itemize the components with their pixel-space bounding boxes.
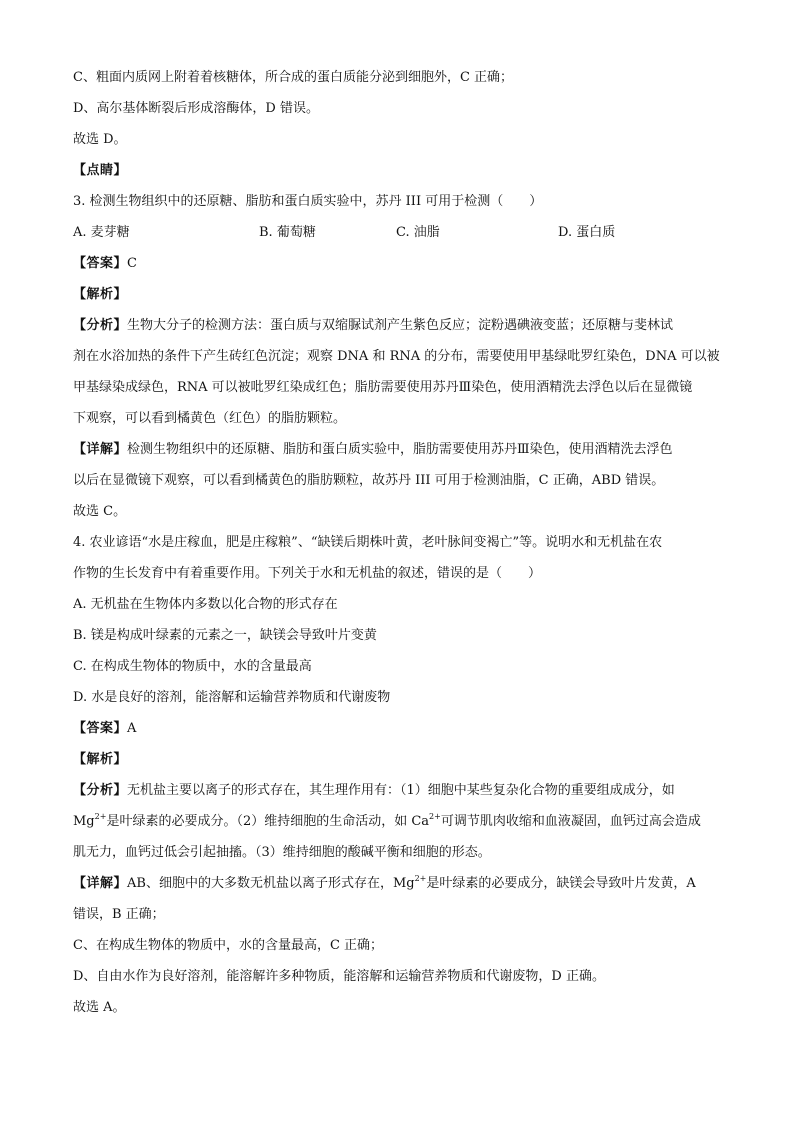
q4-option-c: C. 在构成生物体的物质中，水的含量最高 (73, 659, 312, 674)
q3-jiexi-heading: 【解析】 (73, 287, 128, 302)
q3-fenxi-tag: 【分析】 (73, 318, 128, 333)
q3-fenxi-line-1 (73, 310, 723, 341)
q2-option-c-explanation: C、粗面内质网上附着着核糖体，所合成的蛋白质能分泌到细胞外，C 正确； (73, 70, 514, 85)
q3-answer-value: C (127, 256, 137, 271)
q4-xiangjie-text-1a: AB、细胞中的大多数无机盐以离子形式存在，Mg (127, 876, 415, 891)
q4-xiangjie-line-2: 错误，B 正确； (73, 907, 165, 922)
q4-answer (73, 713, 723, 744)
q4-fenxi-ca-charge: 2+ (429, 812, 441, 821)
q3-stem: 3. 检测生物组织中的还原糖、脂肪和蛋白质实验中，苏丹 III 可用于检测（ ） (73, 194, 543, 209)
q4-option-d: D. 水是良好的溶剂，能溶解和运输营养物质和代谢废物 (73, 690, 391, 705)
q4-stem-line-1: 4. 农业谚语“水是庄稼血，肥是庄稼粮”、“缺镁后期株叶黄，老叶脉间变褐亡”等。说明水和无机盐在农 (73, 535, 663, 550)
q3-fenxi-line-4: 下观察，可以看到橘黄色（红色）的脂肪颗粒。 (73, 411, 347, 426)
q4-jiexi-heading: 【解析】 (73, 752, 128, 767)
q4-answer-value: A (127, 721, 137, 736)
q2-dianjing-heading: 【点睛】 (73, 163, 128, 178)
q4-xiangjie-line-1 (73, 868, 723, 899)
q4-fenxi-line-3: 肌无力，血钙过低会引起抽搐。（3）维持细胞的酸碱平衡和细胞的形态。 (73, 845, 491, 860)
q3-fenxi-line-3: 甲基绿染成绿色，RNA 可以被吡罗红染成红色；脂肪需要使用苏丹Ⅲ染色，使用酒精洗去浮色以后在显微镜 (73, 380, 693, 395)
q3-xiangjie-tag: 【详解】 (73, 442, 128, 457)
q4-option-b: B. 镁是构成叶绿素的元素之一，缺镁会导致叶片变黄 (73, 628, 377, 643)
q4-xiangjie-line-4: D、自由水作为良好溶剂，能溶解许多种物质，能溶解和运输营养物质和代谢废物，D 正确。 (73, 969, 605, 984)
q4-fenxi-text-2b: 可调节肌肉收缩和血液凝固，血钙过高会造成 (440, 814, 701, 829)
q4-fenxi-tag: 【分析】 (73, 783, 128, 798)
q4-xiangjie-mg-charge: 2+ (414, 874, 427, 883)
q2-choice: 故选 D。 (73, 132, 127, 147)
q4-fenxi-line-2 (73, 806, 723, 837)
document-page (73, 62, 723, 1023)
q4-option-a: A. 无机盐在生物体内多数以化合物的形式存在 (73, 597, 338, 612)
q3-answer-tag: 【答案】 (73, 256, 128, 271)
q4-answer-tag: 【答案】 (73, 721, 128, 736)
q4-fenxi-text-2a: 是叶绿素的必要成分。（2）维持细胞的生命活动，如 Ca (106, 814, 430, 829)
q3-xiangjie-line-2: 以后在显微镜下观察，可以看到橘黄色的脂肪颗粒，故苏丹 III 可用于检测油脂，C 正确，ABD 错误。 (73, 473, 665, 488)
q3-fenxi-text-1: 生物大分子的检测方法：蛋白质与双缩脲试剂产生紫色反应；淀粉遇碘液变蓝；还原糖与斐林试 (127, 318, 674, 333)
q4-fenxi-line-1 (73, 775, 723, 806)
q4-fenxi-mg-charge: 2+ (94, 812, 107, 821)
q3-option-b: B. 葡萄糖 (259, 225, 316, 240)
q4-fenxi-mg: Mg (73, 814, 95, 829)
q4-xiangjie-text-1b: 是叶绿素的必要成分，缺镁会导致叶片发黄，A (426, 876, 696, 891)
q3-option-d: D. 蛋白质 (558, 225, 616, 240)
q4-fenxi-text-1: 无机盐主要以离子的形式存在，其生理作用有：（1）细胞中某些复杂化合物的重要组成成分，如 (127, 783, 675, 798)
q4-xiangjie-tag: 【详解】 (73, 876, 128, 891)
q2-option-d-explanation: D、高尔基体断裂后形成溶酶体，D 错误。 (73, 101, 319, 116)
q3-fenxi-line-2: 剂在水浴加热的条件下产生砖红色沉淀；观察 DNA 和 RNA 的分布，需要使用甲基绿吡罗红染色，DNA 可以被 (73, 349, 720, 364)
q3-option-c: C. 油脂 (396, 225, 440, 240)
q3-xiangjie-line-1 (73, 434, 723, 465)
q4-choice: 故选 A。 (73, 1000, 126, 1015)
q4-xiangjie-line-3: C、在构成生物体的物质中，水的含量最高，C 正确； (73, 938, 384, 953)
q3-answer (73, 248, 723, 279)
q3-xiangjie-text-1: 检测生物组织中的还原糖、脂肪和蛋白质实验中，脂肪需要使用苏丹Ⅲ染色，使用酒精洗去浮色 (127, 442, 673, 457)
q3-option-a: A. 麦芽糖 (73, 225, 130, 240)
q3-choice: 故选 C。 (73, 504, 127, 519)
q3-options (73, 217, 723, 248)
q4-stem-line-2: 作物的生长发育中有着重要作用。下列关于水和无机盐的叙述，错误的是（ ） (73, 566, 542, 581)
